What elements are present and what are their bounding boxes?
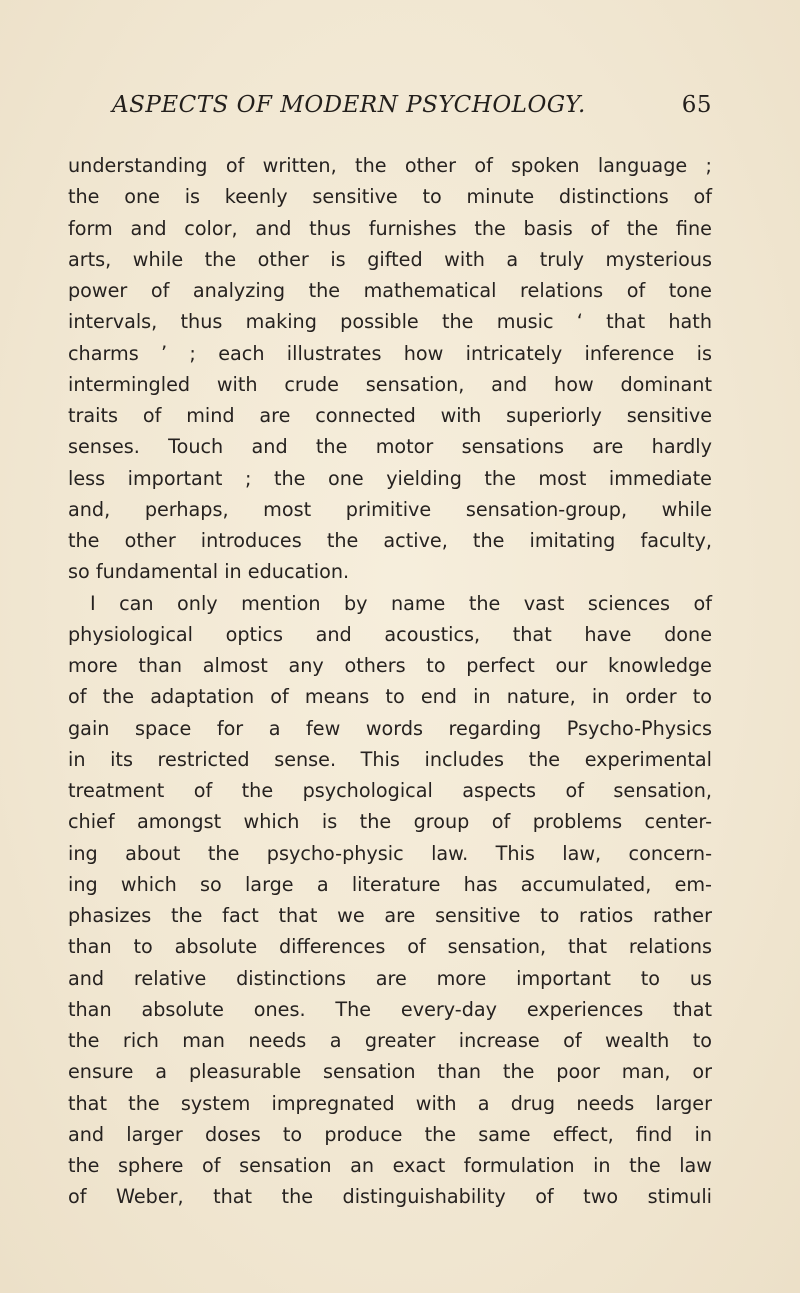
text-line: form and color, and thus furnishes the basis of the fine	[68, 216, 712, 240]
text-line: senses. Touch and the motor sensations are hardly	[68, 435, 712, 459]
text-line: than to absolute differences of sensation, that relations	[68, 935, 712, 959]
text-line: in its restricted sense. This includes the experimental	[68, 747, 712, 771]
text-line: physiological optics and acoustics, that have done	[68, 622, 712, 646]
text-line: power of analyzing the mathematical relations of tone	[68, 279, 712, 302]
text-line: charms ’ ; each illustrates how intricately inference is	[68, 341, 712, 365]
body-text	[68, 150, 712, 1213]
text-line: and larger doses to produce the same effect, find in	[68, 1122, 712, 1146]
running-header	[112, 92, 712, 128]
text-line: the one is keenly sensitive to minute distinctions of	[68, 185, 712, 209]
text-line: treatment of the psychological aspects of sensation,	[68, 779, 712, 802]
text-line: gain space for a few words regarding Psycho-Physics	[68, 716, 712, 740]
text-line: the rich man needs a greater increase of wealth to	[68, 1029, 712, 1052]
text-line: of the adaptation of means to end in nature, in order to	[68, 685, 712, 709]
text-line: than absolute ones. The every-day experiences that	[68, 997, 712, 1021]
text-line: that the system impregnated with a drug needs larger	[68, 1091, 712, 1115]
text-line: intervals, thus making possible the music ‘ that hath	[68, 310, 712, 334]
text-line: ing about the psycho-physic law. This law, concern-	[68, 841, 712, 865]
text-line: the other introduces the active, the imitating faculty,	[68, 529, 712, 552]
text-line: arts, while the other is gifted with a truly mysterious	[68, 247, 712, 271]
text-line: of Weber, that the distinguishability of two stimuli	[68, 1185, 712, 1209]
running-title: ASPECTS OF MODERN PSYCHOLOGY.	[112, 92, 586, 118]
text-line: chief amongst which is the group of problems center-	[68, 810, 712, 834]
text-line: ensure a pleasurable sensation than the poor man, or	[68, 1060, 712, 1084]
text-line: and relative distinctions are more important to us	[68, 966, 712, 990]
text-line: less important ; the one yielding the most immediate	[68, 466, 712, 490]
paragraph-end-line: so fundamental in education.	[68, 560, 350, 584]
page-number: 65	[681, 92, 712, 118]
text-line: the sphere of sensation an exact formulation in the law	[68, 1154, 712, 1177]
text-line: intermingled with crude sensation, and how dominant	[68, 372, 712, 396]
text-line: traits of mind are connected with superiorly sensitive	[68, 404, 712, 427]
paragraph-start-line: I can only mention by name the vast sciences of	[90, 591, 712, 615]
text-line: ing which so large a literature has accumulated, em-	[68, 872, 712, 896]
text-line: understanding of written, the other of spoken language ;	[68, 154, 712, 177]
text-line: phasizes the fact that we are sensitive to ratios rather	[68, 904, 712, 927]
text-line: and, perhaps, most primitive sensation-group, while	[68, 497, 712, 521]
text-line: more than almost any others to perfect our knowledge	[68, 654, 712, 677]
